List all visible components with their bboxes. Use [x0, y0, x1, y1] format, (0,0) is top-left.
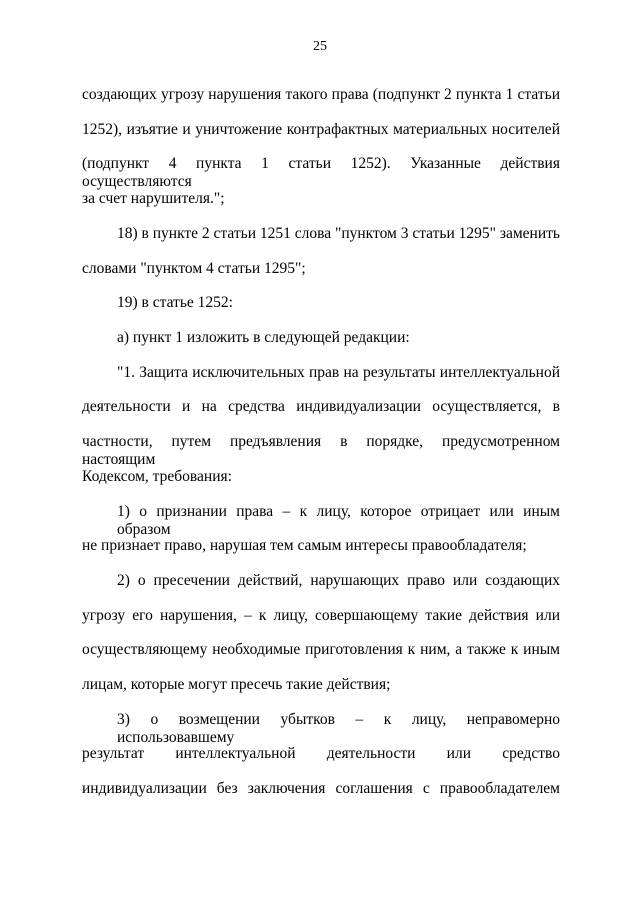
- text-line: 1252), изъятие и уничтожение контрафактных материальных носителей: [82, 121, 560, 138]
- text-line: лицам, которые могут пресечь такие действия;: [82, 676, 391, 693]
- text-line: 18) в пункте 2 статьи 1251 слова "пунктом 3 статьи 1295" заменить: [117, 225, 560, 242]
- text-line: не признает право, нарушая тем самым интересы правообладателя;: [82, 537, 527, 554]
- text-line: частности, путем предъявления в порядке, предусмотренном настоящим: [82, 433, 560, 468]
- text-line: (подпункт 4 пункта 1 статьи 1252). Указанные действия осуществляются: [82, 155, 560, 190]
- text-line: индивидуализации без заключения соглашения с правообладателем: [82, 780, 560, 797]
- text-line: результат интеллектуальной деятельности или средство: [82, 745, 560, 762]
- text-line: угрозу его нарушения, – к лицу, совершающему такие действия или: [82, 607, 560, 624]
- text-line: создающих угрозу нарушения такого права (подпункт 2 пункта 1 статьи: [82, 86, 560, 103]
- text-line: 19) в статье 1252:: [117, 294, 233, 311]
- text-line: словами "пунктом 4 статьи 1295";: [82, 260, 306, 277]
- text-line: деятельности и на средства индивидуализации осуществляется, в: [82, 398, 560, 415]
- text-line: "1. Защита исключительных прав на результаты интеллектуальной: [117, 364, 560, 381]
- text-line: 2) о пресечении действий, нарушающих право или создающих: [117, 572, 560, 589]
- text-line: 3) о возмещении убытков – к лицу, неправомерно использовавшему: [117, 711, 560, 746]
- page-number: 25: [313, 39, 327, 54]
- text-line: Кодексом, требования:: [82, 468, 232, 485]
- text-line: а) пункт 1 изложить в следующей редакции:: [117, 329, 410, 346]
- text-line: за счет нарушителя.";: [82, 190, 225, 207]
- text-line: осуществляющему необходимые приготовления к ним, а также к иным: [82, 641, 560, 658]
- text-line: 1) о признании права – к лицу, которое отрицает или иным образом: [117, 503, 560, 538]
